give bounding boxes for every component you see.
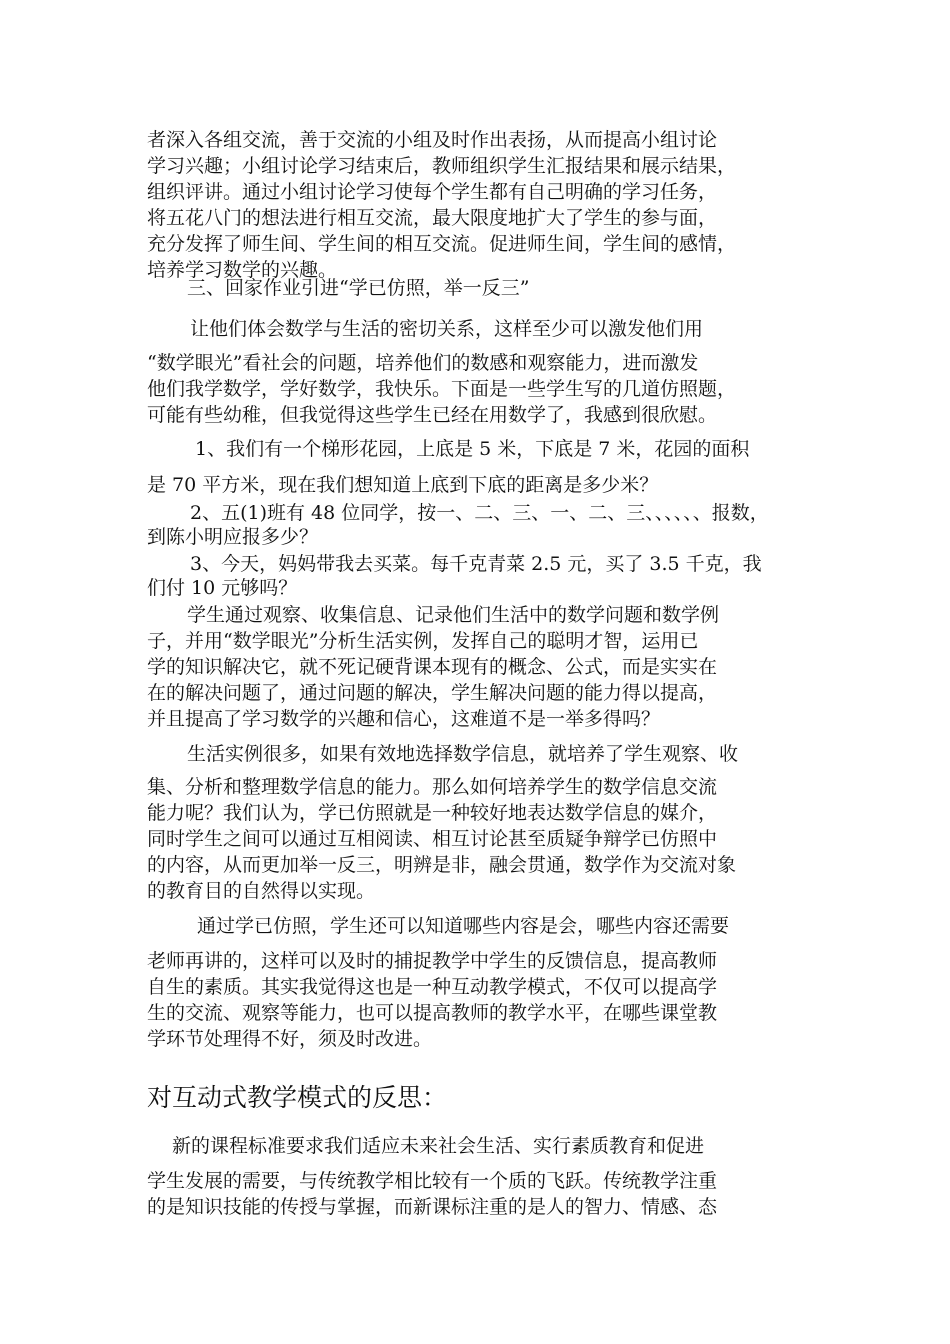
paragraph-line: 培养学习数学的兴趣。: [147, 259, 338, 281]
paragraph-line: 并且提高了学习数学的兴趣和信心，这难道不是一举多得吗？: [147, 708, 661, 730]
paragraph-line: 组织评讲。通过小组讨论学习使每个学生都有自己明确的学习任务，: [147, 181, 718, 203]
paragraph-line: 学生发展的需要，与传统教学相比较有一个质的飞跃。传统教学注重: [147, 1170, 718, 1192]
example-line: 是 70 平方米，现在我们想知道上底到下底的距离是多少米？: [147, 474, 659, 496]
paragraph-line: 者深入各组交流，善于交流的小组及时作出表扬，从而提高小组讨论: [147, 129, 718, 151]
paragraph-line: 同时学生之间可以通过互相阅读、相互讨论甚至质疑争辩学已仿照中: [147, 828, 718, 850]
paragraph-line: 新的课程标准要求我们适应未来社会生活、实行素质教育和促进: [172, 1135, 705, 1157]
example-line: 到陈小明应报多少？: [147, 526, 319, 548]
paragraph-line: 的是知识技能的传授与掌握，而新课标注重的是人的智力、情感、态: [147, 1196, 718, 1218]
paragraph-line: 自生的素质。其实我觉得这也是一种互动教学模式，不仅可以提高学: [147, 976, 718, 998]
paragraph-line: 的教育目的自然得以实现。: [147, 880, 376, 902]
paragraph-line: 学的知识解决它，就不死记硬背课本现有的概念、公式，而是实实在: [147, 656, 718, 678]
paragraph-line: 通过学已仿照，学生还可以知道哪些内容是会，哪些内容还需要: [197, 915, 730, 937]
paragraph-line: 在的解决问题了，通过问题的解决，学生解决问题的能力得以提高，: [147, 682, 718, 704]
paragraph-line: 的内容，从而更加举一反三，明辨是非，融会贯通，数学作为交流对象: [147, 854, 737, 876]
paragraph-line: 学习兴趣；小组讨论学习结束后，教师组织学生汇报结果和展示结果，: [147, 155, 737, 177]
example-line: 2、五(1)班有 48 位同学，按一、二、三、一、二、三、、、、、、报数，: [190, 502, 769, 524]
paragraph-line: 他们我学数学，学好数学，我快乐。下面是一些学生写的几道仿照题，: [147, 378, 737, 400]
paragraph-line: 学生通过观察、收集信息、记录他们生活中的数学问题和数学例: [187, 604, 720, 626]
section-heading: 对互动式教学模式的反思：: [147, 1083, 448, 1112]
paragraph-line: 学环节处理得不好，须及时改进。: [147, 1028, 433, 1050]
example-line: 们付 10 元够吗？: [147, 577, 298, 599]
paragraph-line: 充分发挥了师生间、学生间的相互交流。促进师生间，学生间的感情，: [147, 233, 737, 255]
example-line: 3、今天，妈妈带我去买菜。每千克青菜 2.5 元，买了 3.5 千克，我: [190, 553, 762, 575]
example-line: 1、我们有一个梯形花园，上底是 5 米，下底是 7 米，花园的面积: [195, 438, 750, 460]
paragraph-line: 能力呢？我们认为，学已仿照就是一种较好地表达数学信息的媒介，: [147, 802, 718, 824]
paragraph-line: 生的交流、观察等能力，也可以提高教师的教学水平，在哪些课堂教: [147, 1002, 718, 1024]
paragraph-line: “数学眼光”看社会的问题，培养他们的数感和观察能力，进而激发: [147, 352, 699, 374]
paragraph-line: 将五花八门的想法进行相互交流，最大限度地扩大了学生的参与面，: [147, 207, 718, 229]
paragraph-line: 老师再讲的，这样可以及时的捕捉教学中学生的反馈信息，提高教师: [147, 950, 718, 972]
paragraph-line: 让他们体会数学与生活的密切关系，这样至少可以激发他们用: [190, 318, 704, 340]
paragraph-line: 生活实例很多，如果有效地选择数学信息，就培养了学生观察、收: [187, 743, 739, 765]
paragraph-line: 可能有些幼稚，但我觉得这些学生已经在用数学了，我感到很欣慰。: [147, 404, 718, 426]
section-subheading: 三、回家作业引进“学已仿照，举一反三”: [187, 277, 530, 299]
paragraph-line: 集、分析和整理数学信息的能力。那么如何培养学生的数学信息交流: [147, 776, 718, 798]
paragraph-line: 子，并用“数学眼光”分析生活实例，发挥自己的聪明才智，运用已: [147, 630, 699, 652]
